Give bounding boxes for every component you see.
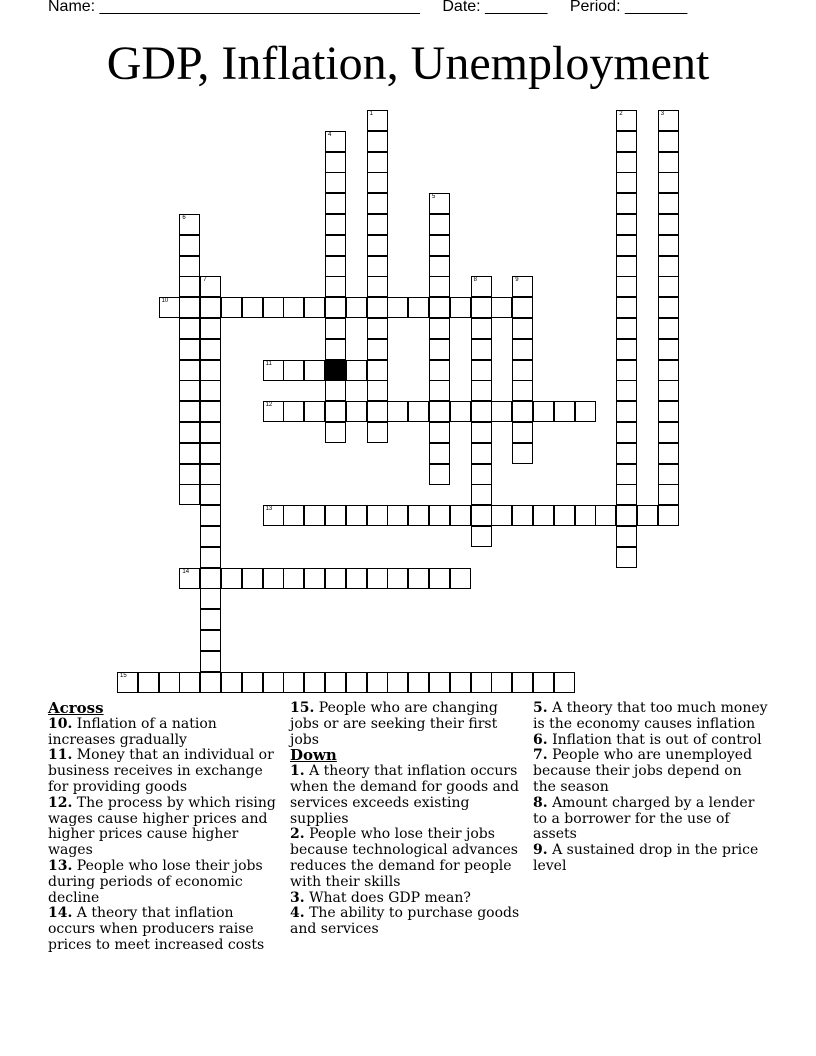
crossword-cell[interactable]: [408, 297, 429, 318]
crossword-cell[interactable]: [325, 318, 346, 339]
clue-number: 15: [120, 672, 127, 679]
crossword-cell[interactable]: [263, 360, 284, 381]
crossword-cell[interactable]: [616, 214, 637, 235]
crossword-cell[interactable]: [179, 484, 200, 505]
crossword-cell[interactable]: [616, 276, 637, 297]
crossword-cell[interactable]: [658, 443, 679, 464]
crossword-cell[interactable]: [512, 672, 533, 693]
crossword-cell[interactable]: [471, 464, 492, 485]
crossword-cell[interactable]: [367, 152, 388, 173]
across-heading: Across: [48, 699, 104, 717]
crossword-cell[interactable]: [367, 172, 388, 193]
crossword-cell[interactable]: [200, 380, 221, 401]
crossword-cell[interactable]: [304, 360, 325, 381]
crossword-cell[interactable]: [367, 193, 388, 214]
crossword-cell[interactable]: [533, 672, 554, 693]
crossword-cell[interactable]: [658, 193, 679, 214]
clue-number: 10: [161, 298, 169, 305]
crossword-cell[interactable]: [429, 443, 450, 464]
crossword-cell[interactable]: [471, 339, 492, 360]
down-clue-5: 5. A theory that too much money is the economy causes inflation: [533, 700, 768, 732]
crossword-cell[interactable]: [429, 214, 450, 235]
crossword-cell[interactable]: [304, 401, 325, 422]
clues-column-1: [48, 701, 284, 954]
crossword-cell[interactable]: [658, 110, 679, 131]
crossword-cell[interactable]: [533, 401, 554, 422]
crossword-cell[interactable]: [450, 297, 471, 318]
crossword-cell[interactable]: [471, 318, 492, 339]
crossword-cell[interactable]: [325, 297, 346, 318]
crossword-cell[interactable]: [429, 401, 450, 422]
crossword-cell[interactable]: [408, 672, 429, 693]
crossword-cell[interactable]: [429, 318, 450, 339]
across-clue-15: 15. People who are changing jobs or are seeking their first jobs: [290, 700, 498, 748]
crossword-cell[interactable]: [512, 318, 533, 339]
crossword-cell[interactable]: [242, 672, 263, 693]
crossword-black-cell: [325, 360, 346, 381]
crossword-cell[interactable]: [658, 172, 679, 193]
crossword-cell[interactable]: [179, 256, 200, 277]
crossword-cell[interactable]: [387, 672, 408, 693]
crossword-cell[interactable]: [179, 235, 200, 256]
crossword-cell[interactable]: [325, 276, 346, 297]
crossword-cell[interactable]: [616, 484, 637, 505]
clue-number: 11: [265, 360, 272, 367]
clue-number: 5: [432, 194, 436, 201]
crossword-cell[interactable]: [616, 505, 637, 526]
crossword-cell[interactable]: [325, 505, 346, 526]
crossword-cell[interactable]: [658, 464, 679, 485]
crossword-cell[interactable]: [346, 401, 367, 422]
crossword-cell[interactable]: [346, 505, 367, 526]
crossword-cell[interactable]: [200, 443, 221, 464]
crossword-cell[interactable]: [387, 568, 408, 589]
crossword-cell[interactable]: [554, 505, 575, 526]
crossword-cell[interactable]: [200, 339, 221, 360]
crossword-cell[interactable]: [616, 360, 637, 381]
crossword-cell[interactable]: [512, 401, 533, 422]
clue-number: 6: [182, 215, 186, 221]
crossword-cell[interactable]: [595, 505, 616, 526]
crossword-cell[interactable]: [491, 505, 512, 526]
crossword-cell[interactable]: [471, 672, 492, 693]
crossword-cell[interactable]: [325, 672, 346, 693]
crossword-cell[interactable]: [658, 297, 679, 318]
crossword-cell[interactable]: [533, 505, 554, 526]
crossword-cell[interactable]: [429, 297, 450, 318]
clue-number: 9: [515, 277, 519, 284]
down-clue-9: 9. A sustained drop in the price level: [533, 842, 759, 874]
crossword-cell[interactable]: [616, 256, 637, 277]
crossword-cell[interactable]: [575, 401, 596, 422]
page-title: GDP, Inflation, Unemployment: [106, 37, 710, 90]
crossword-cell[interactable]: [221, 568, 242, 589]
crossword-cell[interactable]: [179, 464, 200, 485]
crossword-cell[interactable]: [658, 484, 679, 505]
crossword-cell[interactable]: [512, 505, 533, 526]
crossword-cell[interactable]: [283, 297, 304, 318]
crossword-cell[interactable]: [200, 547, 221, 568]
date-field[interactable]: Date: _______: [442, 0, 548, 15]
crossword-cell[interactable]: [616, 318, 637, 339]
across-clue-13: 13. People who lose their jobs during periods of economic decline: [48, 857, 263, 906]
crossword-cell[interactable]: [200, 276, 221, 297]
crossword-cell[interactable]: [325, 422, 346, 443]
crossword-cell[interactable]: [554, 672, 575, 693]
crossword-cell[interactable]: [179, 297, 200, 318]
crossword-cell[interactable]: [221, 297, 242, 318]
crossword-cell[interactable]: [429, 568, 450, 589]
crossword-cell[interactable]: [616, 110, 637, 131]
across-clue-11: 11. Money that an individual or business receives in exchange for providing goods: [48, 747, 274, 795]
crossword-cell[interactable]: [658, 360, 679, 381]
crossword-cell[interactable]: [325, 131, 346, 152]
down-clue-4: 4. The ability to purchase goods and services: [290, 905, 520, 938]
crossword-cell[interactable]: [408, 401, 429, 422]
crossword-cell[interactable]: [471, 443, 492, 464]
crossword-cell[interactable]: [387, 401, 408, 422]
crossword-cell[interactable]: [450, 401, 471, 422]
crossword-cell[interactable]: [450, 568, 471, 589]
crossword-cell[interactable]: [450, 505, 471, 526]
crossword-cell[interactable]: [471, 297, 492, 318]
crossword-cell[interactable]: [512, 422, 533, 443]
crossword-cell[interactable]: [200, 588, 221, 609]
clue-number: 14: [182, 568, 190, 575]
crossword-cell[interactable]: [283, 505, 304, 526]
crossword-cell[interactable]: [616, 422, 637, 443]
crossword-cell[interactable]: [408, 505, 429, 526]
crossword-cell[interactable]: [304, 672, 325, 693]
crossword-cell[interactable]: [200, 360, 221, 381]
crossword-cell[interactable]: [346, 360, 367, 381]
name-field[interactable]: Name: ____________________________________: [48, 0, 420, 15]
crossword-cell[interactable]: [616, 172, 637, 193]
crossword-cell[interactable]: [179, 568, 200, 589]
crossword-cell[interactable]: [616, 526, 637, 547]
crossword-cell[interactable]: [658, 505, 679, 526]
across-clue-14: 14. A theory that inflation occurs when producers raise prices to meet increased costs: [48, 905, 265, 953]
crossword-cell[interactable]: [179, 672, 200, 693]
crossword-cell[interactable]: [367, 672, 388, 693]
clues-column-2: [290, 701, 526, 938]
crossword-cell[interactable]: [471, 484, 492, 505]
down-clue-1: 1. A theory that inflation occurs when the demand for goods and services exceeds existing supplies: [290, 763, 519, 827]
crossword-cell[interactable]: [367, 360, 388, 381]
crossword-cell[interactable]: [304, 568, 325, 589]
crossword-cell[interactable]: [263, 297, 284, 318]
clue-number: 2: [619, 111, 623, 117]
crossword-cell[interactable]: [367, 401, 388, 422]
crossword-cell[interactable]: [471, 526, 492, 547]
crossword-cell[interactable]: [346, 297, 367, 318]
crossword-cell[interactable]: [283, 401, 304, 422]
crossword-cell[interactable]: [616, 297, 637, 318]
across-clue-10: 10. Inflation of a nation increases gradually: [48, 715, 217, 748]
crossword-cell[interactable]: [325, 152, 346, 173]
down-clue-8: 8. Amount charged by a lender to a borrower for the use of assets: [533, 794, 755, 843]
crossword-cell[interactable]: [200, 609, 221, 630]
crossword-cell[interactable]: [491, 297, 512, 318]
crossword-cell[interactable]: [200, 297, 221, 318]
clue-number: 7: [203, 277, 207, 284]
crossword-cell[interactable]: [575, 505, 596, 526]
crossword-cell[interactable]: [429, 505, 450, 526]
crossword-cell[interactable]: [325, 193, 346, 214]
down-clue-3: 3. What does GDP mean?: [290, 889, 471, 906]
crossword-cell[interactable]: [387, 297, 408, 318]
crossword-cell[interactable]: [616, 193, 637, 214]
crossword-cell[interactable]: [429, 464, 450, 485]
crossword-cell[interactable]: [429, 276, 450, 297]
crossword-cell[interactable]: [367, 276, 388, 297]
crossword-cell[interactable]: [200, 651, 221, 672]
crossword-cell[interactable]: [179, 443, 200, 464]
crossword-cell[interactable]: [325, 235, 346, 256]
crossword-cell[interactable]: [658, 380, 679, 401]
crossword-cell[interactable]: [325, 214, 346, 235]
crossword-cell[interactable]: [263, 568, 284, 589]
crossword-cell[interactable]: [263, 505, 284, 526]
crossword-cell[interactable]: [367, 214, 388, 235]
crossword-cell[interactable]: [616, 131, 637, 152]
crossword-cell[interactable]: [616, 464, 637, 485]
clues-column-3: [533, 701, 769, 875]
crossword-cell[interactable]: [616, 443, 637, 464]
crossword-cell[interactable]: [512, 339, 533, 360]
crossword-cell[interactable]: [200, 422, 221, 443]
down-clue-7: 7. People who are unemployed because their jobs depend on the season: [533, 747, 753, 795]
crossword-cell[interactable]: [200, 568, 221, 589]
crossword-cell[interactable]: [200, 464, 221, 485]
across-clue-12: 12. The process by which rising wages cause higher prices and higher prices cause higher wages: [48, 794, 276, 859]
crossword-cell[interactable]: [200, 318, 221, 339]
crossword-cell[interactable]: [658, 339, 679, 360]
crossword-cell[interactable]: [429, 256, 450, 277]
crossword-cell[interactable]: [512, 276, 533, 297]
crossword-cell[interactable]: [304, 297, 325, 318]
crossword-cell[interactable]: [346, 672, 367, 693]
crossword-cell[interactable]: [491, 401, 512, 422]
crossword-cell[interactable]: [367, 235, 388, 256]
crossword-cell[interactable]: [616, 401, 637, 422]
crossword-cell[interactable]: [325, 380, 346, 401]
crossword-cell[interactable]: [471, 401, 492, 422]
crossword-cell[interactable]: [263, 401, 284, 422]
crossword-cell[interactable]: [138, 672, 159, 693]
crossword-cell[interactable]: [325, 568, 346, 589]
crossword-cell[interactable]: [367, 318, 388, 339]
crossword-cell[interactable]: [616, 339, 637, 360]
crossword-cell[interactable]: [658, 235, 679, 256]
crossword-cell[interactable]: [658, 152, 679, 173]
crossword-cell[interactable]: [429, 339, 450, 360]
clue-number: 1: [369, 111, 373, 117]
crossword-cell[interactable]: [283, 360, 304, 381]
crossword-cell[interactable]: [367, 568, 388, 589]
crossword-cell[interactable]: [429, 380, 450, 401]
crossword-cell[interactable]: [367, 380, 388, 401]
crossword-cell[interactable]: [429, 422, 450, 443]
crossword-cell[interactable]: [283, 672, 304, 693]
crossword-cell[interactable]: [658, 276, 679, 297]
crossword-cell[interactable]: [554, 401, 575, 422]
crossword-cell[interactable]: [471, 360, 492, 381]
crossword-cell[interactable]: [200, 484, 221, 505]
crossword-cell[interactable]: [637, 505, 658, 526]
crossword-cell[interactable]: [512, 380, 533, 401]
crossword-cell[interactable]: [200, 672, 221, 693]
clue-number: 13: [265, 506, 273, 513]
crossword-cell[interactable]: [658, 318, 679, 339]
crossword-cell[interactable]: [658, 256, 679, 277]
crossword-cell[interactable]: [616, 152, 637, 173]
crossword-cell[interactable]: [616, 547, 637, 568]
clue-number: 4: [328, 131, 332, 138]
crossword-cell[interactable]: [471, 422, 492, 443]
crossword-cell[interactable]: [200, 630, 221, 651]
crossword-cell[interactable]: [616, 380, 637, 401]
crossword-cell[interactable]: [179, 276, 200, 297]
crossword-cell[interactable]: [263, 672, 284, 693]
crossword-cell[interactable]: [367, 110, 388, 131]
crossword-cell[interactable]: [471, 276, 492, 297]
crossword-cell[interactable]: [179, 360, 200, 381]
crossword-cell[interactable]: [616, 235, 637, 256]
crossword-cell[interactable]: [242, 568, 263, 589]
clue-number: 3: [660, 111, 665, 117]
crossword-cell[interactable]: [512, 297, 533, 318]
crossword-cell[interactable]: [159, 297, 180, 318]
crossword-cell[interactable]: [367, 505, 388, 526]
crossword-cell[interactable]: [367, 256, 388, 277]
crossword-cell[interactable]: [200, 401, 221, 422]
crossword-cell[interactable]: [429, 193, 450, 214]
crossword-cell[interactable]: [117, 672, 138, 693]
crossword-cell[interactable]: [367, 422, 388, 443]
down-clue-2: 2. People who lose their jobs because technological advances reduces the demand for people with their skills: [290, 826, 518, 890]
crossword-cell[interactable]: [283, 568, 304, 589]
crossword-cell[interactable]: [491, 672, 512, 693]
crossword-cell[interactable]: [325, 401, 346, 422]
crossword-cell[interactable]: [179, 380, 200, 401]
crossword-cell[interactable]: [429, 672, 450, 693]
crossword-cell[interactable]: [450, 672, 471, 693]
period-field[interactable]: Period: _______: [569, 0, 688, 15]
crossword-cell[interactable]: [179, 214, 200, 235]
crossword-cell[interactable]: [367, 339, 388, 360]
clue-number: 8: [473, 277, 477, 284]
crossword-cell[interactable]: [367, 131, 388, 152]
crossword-cell[interactable]: [429, 235, 450, 256]
crossword-cell[interactable]: [471, 380, 492, 401]
crossword-cell[interactable]: [179, 401, 200, 422]
crossword-cell[interactable]: [512, 360, 533, 381]
crossword-cell[interactable]: [242, 297, 263, 318]
crossword-cell[interactable]: [179, 318, 200, 339]
crossword-cell[interactable]: [179, 422, 200, 443]
down-clue-6: 6. Inflation that is out of control: [533, 731, 762, 748]
crossword-cell[interactable]: [408, 568, 429, 589]
crossword-cell[interactable]: [367, 297, 388, 318]
crossword-cell[interactable]: [658, 131, 679, 152]
clue-number: 12: [265, 402, 273, 409]
crossword-cell[interactable]: [304, 505, 325, 526]
crossword-cell[interactable]: [200, 505, 221, 526]
crossword-cell[interactable]: [658, 214, 679, 235]
crossword-cell[interactable]: [325, 339, 346, 360]
crossword-cell[interactable]: [221, 672, 242, 693]
crossword-cell[interactable]: [658, 422, 679, 443]
crossword-cell[interactable]: [325, 172, 346, 193]
crossword-cell[interactable]: [159, 672, 180, 693]
crossword-cell[interactable]: [512, 443, 533, 464]
crossword-cell[interactable]: [387, 505, 408, 526]
crossword-cell[interactable]: [325, 256, 346, 277]
crossword-cell[interactable]: [658, 401, 679, 422]
crossword-cell[interactable]: [179, 339, 200, 360]
crossword-cell[interactable]: [346, 568, 367, 589]
crossword-cell[interactable]: [200, 526, 221, 547]
crossword-cell[interactable]: [471, 505, 492, 526]
crossword-cell[interactable]: [429, 360, 450, 381]
down-heading: Down: [290, 746, 337, 765]
